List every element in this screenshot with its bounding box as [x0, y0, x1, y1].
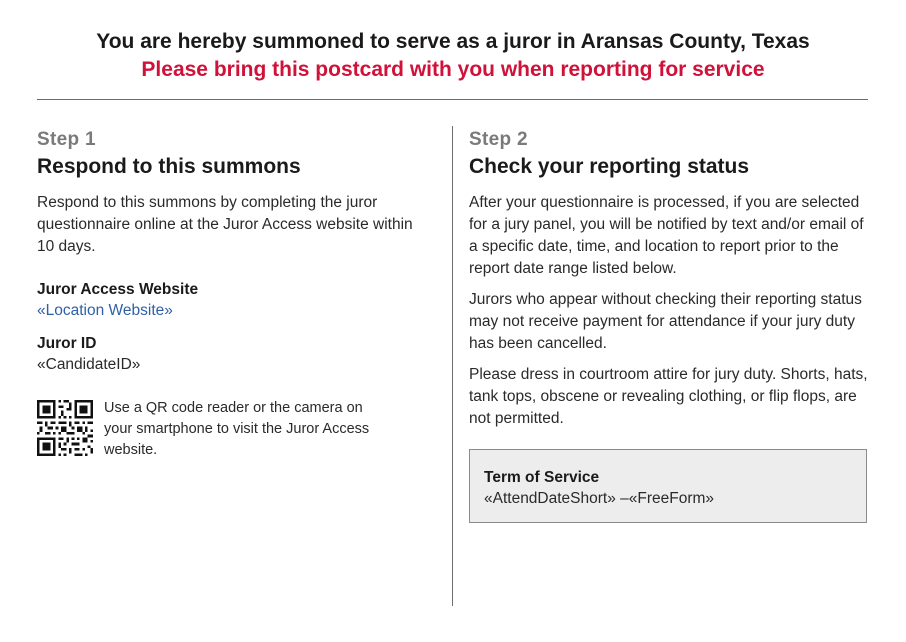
step-2-section [469, 128, 869, 523]
juror-access-website-link[interactable]: «Location Website» [37, 302, 173, 319]
dress-code-text: Please dress in courtroom attire for jury duty. Shorts, hats, tank tops, obscene or revealing clothing, or flip flops, are not permitted. [469, 366, 868, 427]
step-1-section [37, 128, 432, 461]
juror-id-field [37, 333, 432, 376]
qr-code-icon[interactable] [37, 400, 93, 456]
summons-title: You are hereby summoned to serve as a juror in Aransas County, Texas [96, 30, 810, 53]
summons-header [0, 28, 906, 84]
term-of-service-value: «AttendDateShort» –«FreeForm» [484, 490, 715, 507]
term-of-service-box [469, 449, 867, 523]
juror-access-website-field [37, 279, 432, 322]
qr-code-instructions: Use a QR code reader or the camera on your smartphone to visit the Juror Access website. [104, 400, 370, 458]
header-divider [37, 99, 868, 100]
qr-code-row [37, 398, 432, 461]
step-1-heading: Respond to this summons [37, 155, 301, 178]
juror-id-label: Juror ID [37, 335, 97, 352]
payment-warning-text: Jurors who appear without checking their reporting status may not receive payment for attendance if your jury duty has been cancelled. [469, 291, 862, 352]
juror-id-value: «CandidateID» [37, 356, 141, 373]
column-divider [452, 126, 453, 606]
step-1-label: Step 1 [37, 129, 96, 150]
step-2-label: Step 2 [469, 129, 528, 150]
step-2-heading: Check your reporting status [469, 155, 750, 178]
reporting-notification-text: After your questionnaire is processed, if you are selected for a jury panel, you will be notified by text and/or email of a specific date, time, and location to report prior to the report date range listed below. [469, 194, 864, 277]
summons-subtitle: Please bring this postcard with you when reporting for service [141, 58, 765, 81]
term-of-service-label: Term of Service [484, 469, 600, 486]
juror-access-website-label: Juror Access Website [37, 281, 199, 298]
step-1-instructions: Respond to this summons by completing the juror questionnaire online at the Juror Access website within 10 days. [37, 194, 413, 255]
